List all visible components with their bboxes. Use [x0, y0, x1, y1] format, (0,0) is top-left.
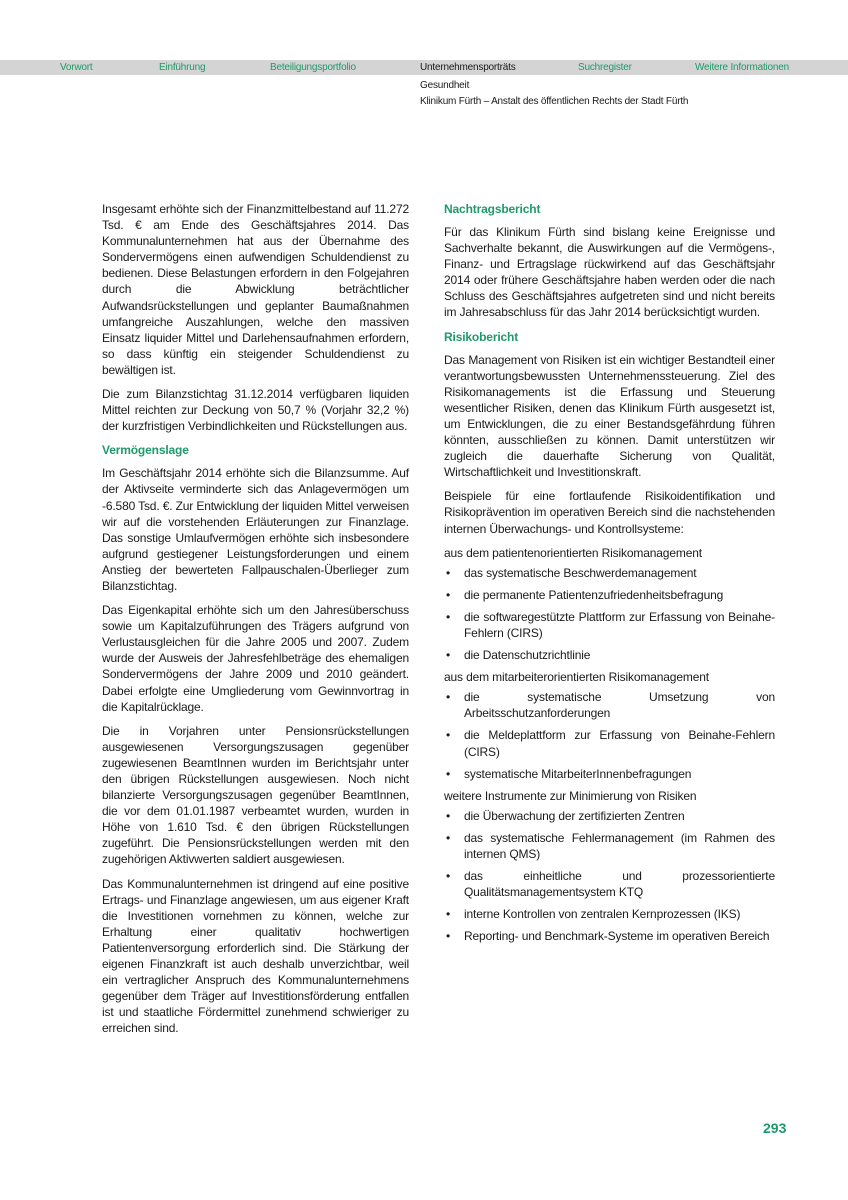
bullet-icon: •	[446, 869, 451, 884]
list-weitere	[444, 808, 775, 945]
list-item: • die Meldeplattform zur Erfassung von Beinahe-Fehlern (CIRS)	[446, 728, 775, 759]
list-mitarbeiter	[444, 689, 775, 781]
paragraph-pensionsrueckstellungen: Die in Vorjahren unter Pensionsrückstellungen ausgewiesenen Versorgungszusagen gegenüber zugewiesenen BeamtInnen wurden im Berichtsjahr unter den übrigen Rückstellungen ausgewiesen. Noch nicht bilanzierte Versorgungszusagen gegenüber BeamtInnen, die vor dem 01.01.1987 verbeamtet wurden, wurden in Höhe von 1.610 Tsd. € den übrigen Rückstellungen zugeführt. Die Pensionsrückstellungen werden mit den zugehörigen Aktivwerten saldiert ausgewiesen.	[102, 723, 409, 867]
paragraph-finanzkraft: Das Kommunalunternehmen ist dringend auf eine positive Ertrags- und Finanzlage angewiesen, um aus eigener Kraft die Investitionen vornehmen zu können, welche zur Erhaltung einer qualitativ hochwertigen Patientenversorgung erforderlich sind. Die Stärkung der eigenen Finanzkraft ist auch deshalb unverzichtbar, weil ein vertraglicher Anspruch des Kommunalunternehmens gegenüber dem Träger auf Investitionsförderung entfallen ist und staatliche Fördermittel zunehmend schwieriger zu erreichen sind.	[102, 876, 409, 1036]
paragraph-finanzmittel: Insgesamt erhöhte sich der Finanzmittelbestand auf 11.272 Tsd. € am Ende des Geschäftsjahres 2014. Das Kommunalunternehmen hat aus der Übernahme des Sondervermögens einen aufwendigen Schuldendienst zu bedienen. Diese Belastungen erfordern in den Folgejahren durch die Abwicklung beträchtlicher Aufwandsrückstellungen und geplanter Baumaßnahmen umfangreiche Auszahlungen, welche den massiven Einsatz liquider Mittel und Darlehensaufnahmen erfordern, so dass künftig ein steigender Schuldendienst zu bewältigen ist.	[102, 202, 409, 377]
bullet-icon: •	[446, 728, 451, 743]
nav-beteiligungsportfolio[interactable]: Beteiligungsportfolio	[270, 62, 356, 73]
heading-vermoegenslage: Vermögenslage	[102, 443, 189, 458]
list-item: • das systematische Beschwerdemanagement	[446, 565, 697, 580]
nav-vorwort[interactable]: Vorwort	[60, 62, 93, 73]
list-item: • die permanente Patientenzufriedenheitsbefragung	[446, 587, 724, 602]
bullet-icon: •	[446, 808, 451, 823]
page-number: 293	[763, 1120, 787, 1136]
nav-suchregister[interactable]: Suchregister	[578, 62, 632, 73]
bullet-icon: •	[446, 565, 451, 580]
bullet-icon: •	[446, 690, 451, 705]
paragraph-liquide-mittel: Die zum Bilanzstichtag 31.12.2014 verfügbaren liquiden Mittel reichten zur Deckung von 50,7 % (Vorjahr 32,2 %) der kurzfristigen Verbindlichkeiten und Rückstellungen aus.	[102, 387, 409, 434]
bullet-icon: •	[446, 830, 451, 845]
paragraph-nachtrag: Für das Klinikum Fürth sind bislang keine Ereignisse und Sachverhalte bekannt, die Auswirkungen auf die Vermögens-, Finanz- und Ertragslage rückwirkend auf das Geschäftsjahr 2014 oder frühere Geschäftsjahre haben werden oder die nach Schluss des Geschäftsjahres aufgetreten sind und nicht bereits im Jahresabschluss für das Jahr 2014 berücksichtigt wurden.	[444, 225, 775, 320]
nav-weitere-informationen[interactable]: Weitere Informationen	[695, 62, 789, 73]
bullet-icon: •	[446, 587, 451, 602]
bullet-icon: •	[446, 907, 451, 922]
list-item: • die Datenschutzrichtlinie	[446, 648, 591, 663]
list-item: • die softwaregestützte Plattform zur Erfassung von Beinahe-Fehlern (CIRS)	[446, 609, 775, 640]
list-item: • das systematische Fehlermanagement (im Rahmen des internen QMS)	[446, 830, 775, 861]
list-item: • die Überwachung der zertifizierten Zentren	[446, 808, 685, 823]
top-navigation-bar	[0, 60, 848, 75]
list-item: • systematische MitarbeiterInnenbefragungen	[446, 766, 692, 781]
left-text-column	[102, 201, 409, 1045]
right-text-column	[444, 201, 775, 950]
bullet-icon: •	[446, 929, 451, 944]
nav-unternehmensportraets[interactable]: Unternehmensporträts	[420, 62, 516, 73]
list-patienten	[444, 565, 775, 663]
paragraph-beispiele: Beispiele für eine fortlaufende Risikoidentifikation und Risikoprävention im operativen Bereich sind die nachstehenden internen Überwachungs- und Kontrollsysteme:	[444, 489, 775, 536]
bullet-icon: •	[446, 648, 451, 663]
heading-nachtragsbericht: Nachtragsbericht	[444, 202, 541, 216]
group-lead-weitere: weitere Instrumente zur Minimierung von Risiken	[444, 788, 697, 803]
paragraph-eigenkapital: Das Eigenkapital erhöhte sich um den Jahresüberschuss sowie um Kapitalzuführungen des Trägers aufgrund von Verlustausgleichen für die Jahre 2005 und 2007. Zudem wurde der Ausweis der Jahresfehlbeträge des ehemaligen Sondervermögens der Jahre 2009 und 2010 geändert. Dabei erfolgte eine Umgliederung vom Gewinnvortrag in die Kapitalrücklage.	[102, 603, 409, 714]
bullet-icon: •	[446, 609, 451, 624]
list-item: • die systematische Umsetzung von Arbeitsschutzanforderungen	[446, 690, 775, 721]
list-item: • Reporting- und Benchmark-Systeme im operativen Bereich	[446, 929, 770, 944]
paragraph-bilanzsumme: Im Geschäftsjahr 2014 erhöhte sich die Bilanzsumme. Auf der Aktivseite verminderte sich das Anlagevermögen um -6.580 Tsd. €. Zur Entwicklung der liquiden Mittel verweisen wir auf die vorstehenden Erläuterungen zur Finanzlage. Das sonstige Umlaufvermögen erhöhte sich insbesondere aufgrund gestiegener Leistungsforderungen und einem Anstieg der bewerteten Fallpauschalen-Überlieger zum Bilanzstichtag.	[102, 466, 409, 593]
paragraph-risikomanagement: Das Management von Risiken ist ein wichtiger Bestandteil einer verantwortungsbewussten Unternehmenssteuerung. Ziel des Risikomanagements ist die Erfassung und Steuerung wesentlicher Risiken, denen das Klinikum Fürth ausgesetzt ist, um Entwicklungen, die zu einer Bestandsgefährdung führen könnten, ausschließen zu können. Damit unterstützen wir zugleich die dauerhafte Sicherung von Qualität, Wirtschaftlichkeit und Investitionskraft.	[444, 352, 775, 480]
bullet-icon: •	[446, 766, 451, 781]
list-item: • interne Kontrollen von zentralen Kernprozessen (IKS)	[446, 907, 741, 922]
list-item: • das einheitliche und prozessorientierte Qualitätsmanagementsystem KTQ	[446, 869, 775, 900]
breadcrumb-category: Gesundheit	[420, 80, 470, 91]
heading-risikobericht: Risikobericht	[444, 329, 519, 344]
group-lead-mitarbeiter: aus dem mitarbeiterorientierten Risikomanagement	[444, 670, 709, 685]
nav-einfuehrung[interactable]: Einführung	[159, 62, 206, 73]
breadcrumb-entity: Klinikum Fürth – Anstalt des öffentlichen Rechts der Stadt Fürth	[420, 96, 689, 107]
group-lead-patienten: aus dem patientenorientierten Risikomanagement	[444, 545, 702, 560]
